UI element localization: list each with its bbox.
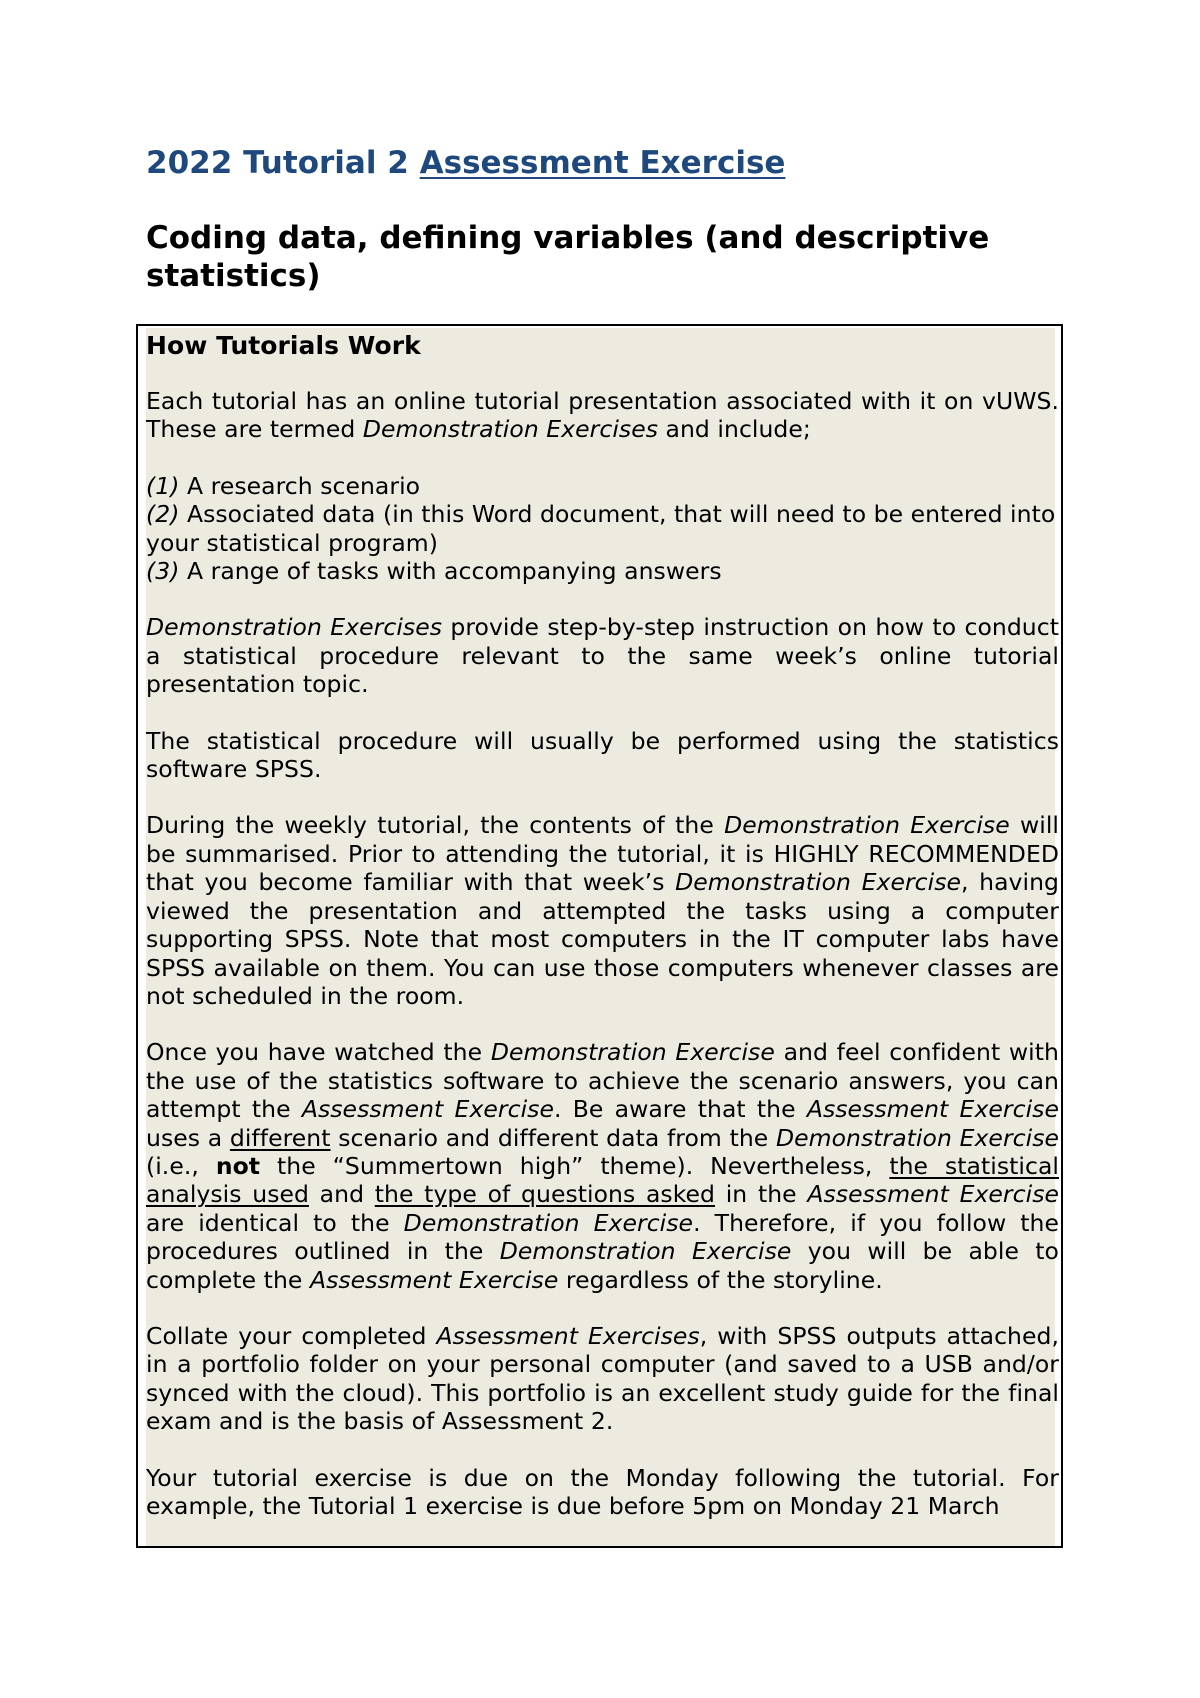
title-prefix: 2022 Tutorial 2	[146, 145, 420, 181]
paragraph-intro: Each tutorial has an online tutorial presentation associated with it on vUWS. These are termed Demonstration Exercises and include;	[146, 387, 1059, 444]
paragraph-assessment: Once you have watched the Demonstration Exercise and feel confident with the use of the statistics software to achieve the scenario answers, you can attempt the Assessment Exercise. Be aware that the Assessment Exercise uses a different scenario and different data from the Demonstration Exercise (i.e., not the “Summertown high” theme). Nevertheless, the statistical analysis used and the type of questions asked in the Assessment Exercise are identical to the Demonstration Exercise. Therefore, if you follow the procedures outlined in the Demonstration Exercise you will be able to complete the Assessment Exercise regardless of the storyline.	[146, 1038, 1060, 1294]
info-box-shading	[146, 328, 1060, 1546]
page-title	[146, 143, 785, 183]
title-underlined: Assessment Exercise	[419, 145, 786, 181]
box-heading: How Tutorials Work	[146, 331, 421, 360]
paragraph-portfolio: Collate your completed Assessment Exercises, with SPSS outputs attached, in a portfolio folder on your personal computer (and saved to a USB and/or synced with the cloud). This portfolio is an excellent study guide for the final exam and is the basis of Assessment 2.	[146, 1321, 1059, 1436]
list-item: (3) A range of tasks with accompanying answers	[146, 557, 722, 586]
info-box-content	[146, 328, 1059, 1520]
paragraph-demonstration: Demonstration Exercises provide step-by-step instruction on how to conduct a statistical procedure relevant to the same week’s online tutorial presentation topic.	[146, 613, 1059, 699]
paragraph-weekly-tutorial: During the weekly tutorial, the contents of the Demonstration Exercise will be summarised. Prior to attending the tutorial, it is HIGHLY RECOMMENDED that you become familiar with that week’s Demonstration Exercise, having viewed the presentation and attempted the tasks using a computer supporting SPSS. Note that most computers in the IT computer labs have SPSS available on them. You can use those computers whenever classes are not scheduled in the room.	[146, 811, 1059, 1010]
paragraph-software: The statistical procedure will usually be performed using the statistics software SPSS.	[146, 726, 1059, 784]
list-item: (1) A research scenario	[146, 471, 421, 500]
paragraph-due-date: Your tutorial exercise is due on the Monday following the tutorial. For example, the Tutorial 1 exercise is due before 5pm on Monday 21 March	[146, 1463, 1059, 1520]
page-subtitle: Coding data, defining variables (and descriptive statistics)	[146, 220, 990, 294]
list-item: (2) Associated data (in this Word document, that will need to be entered into your statistical program)	[146, 500, 1056, 557]
tutorial-info-box	[136, 324, 1063, 1548]
